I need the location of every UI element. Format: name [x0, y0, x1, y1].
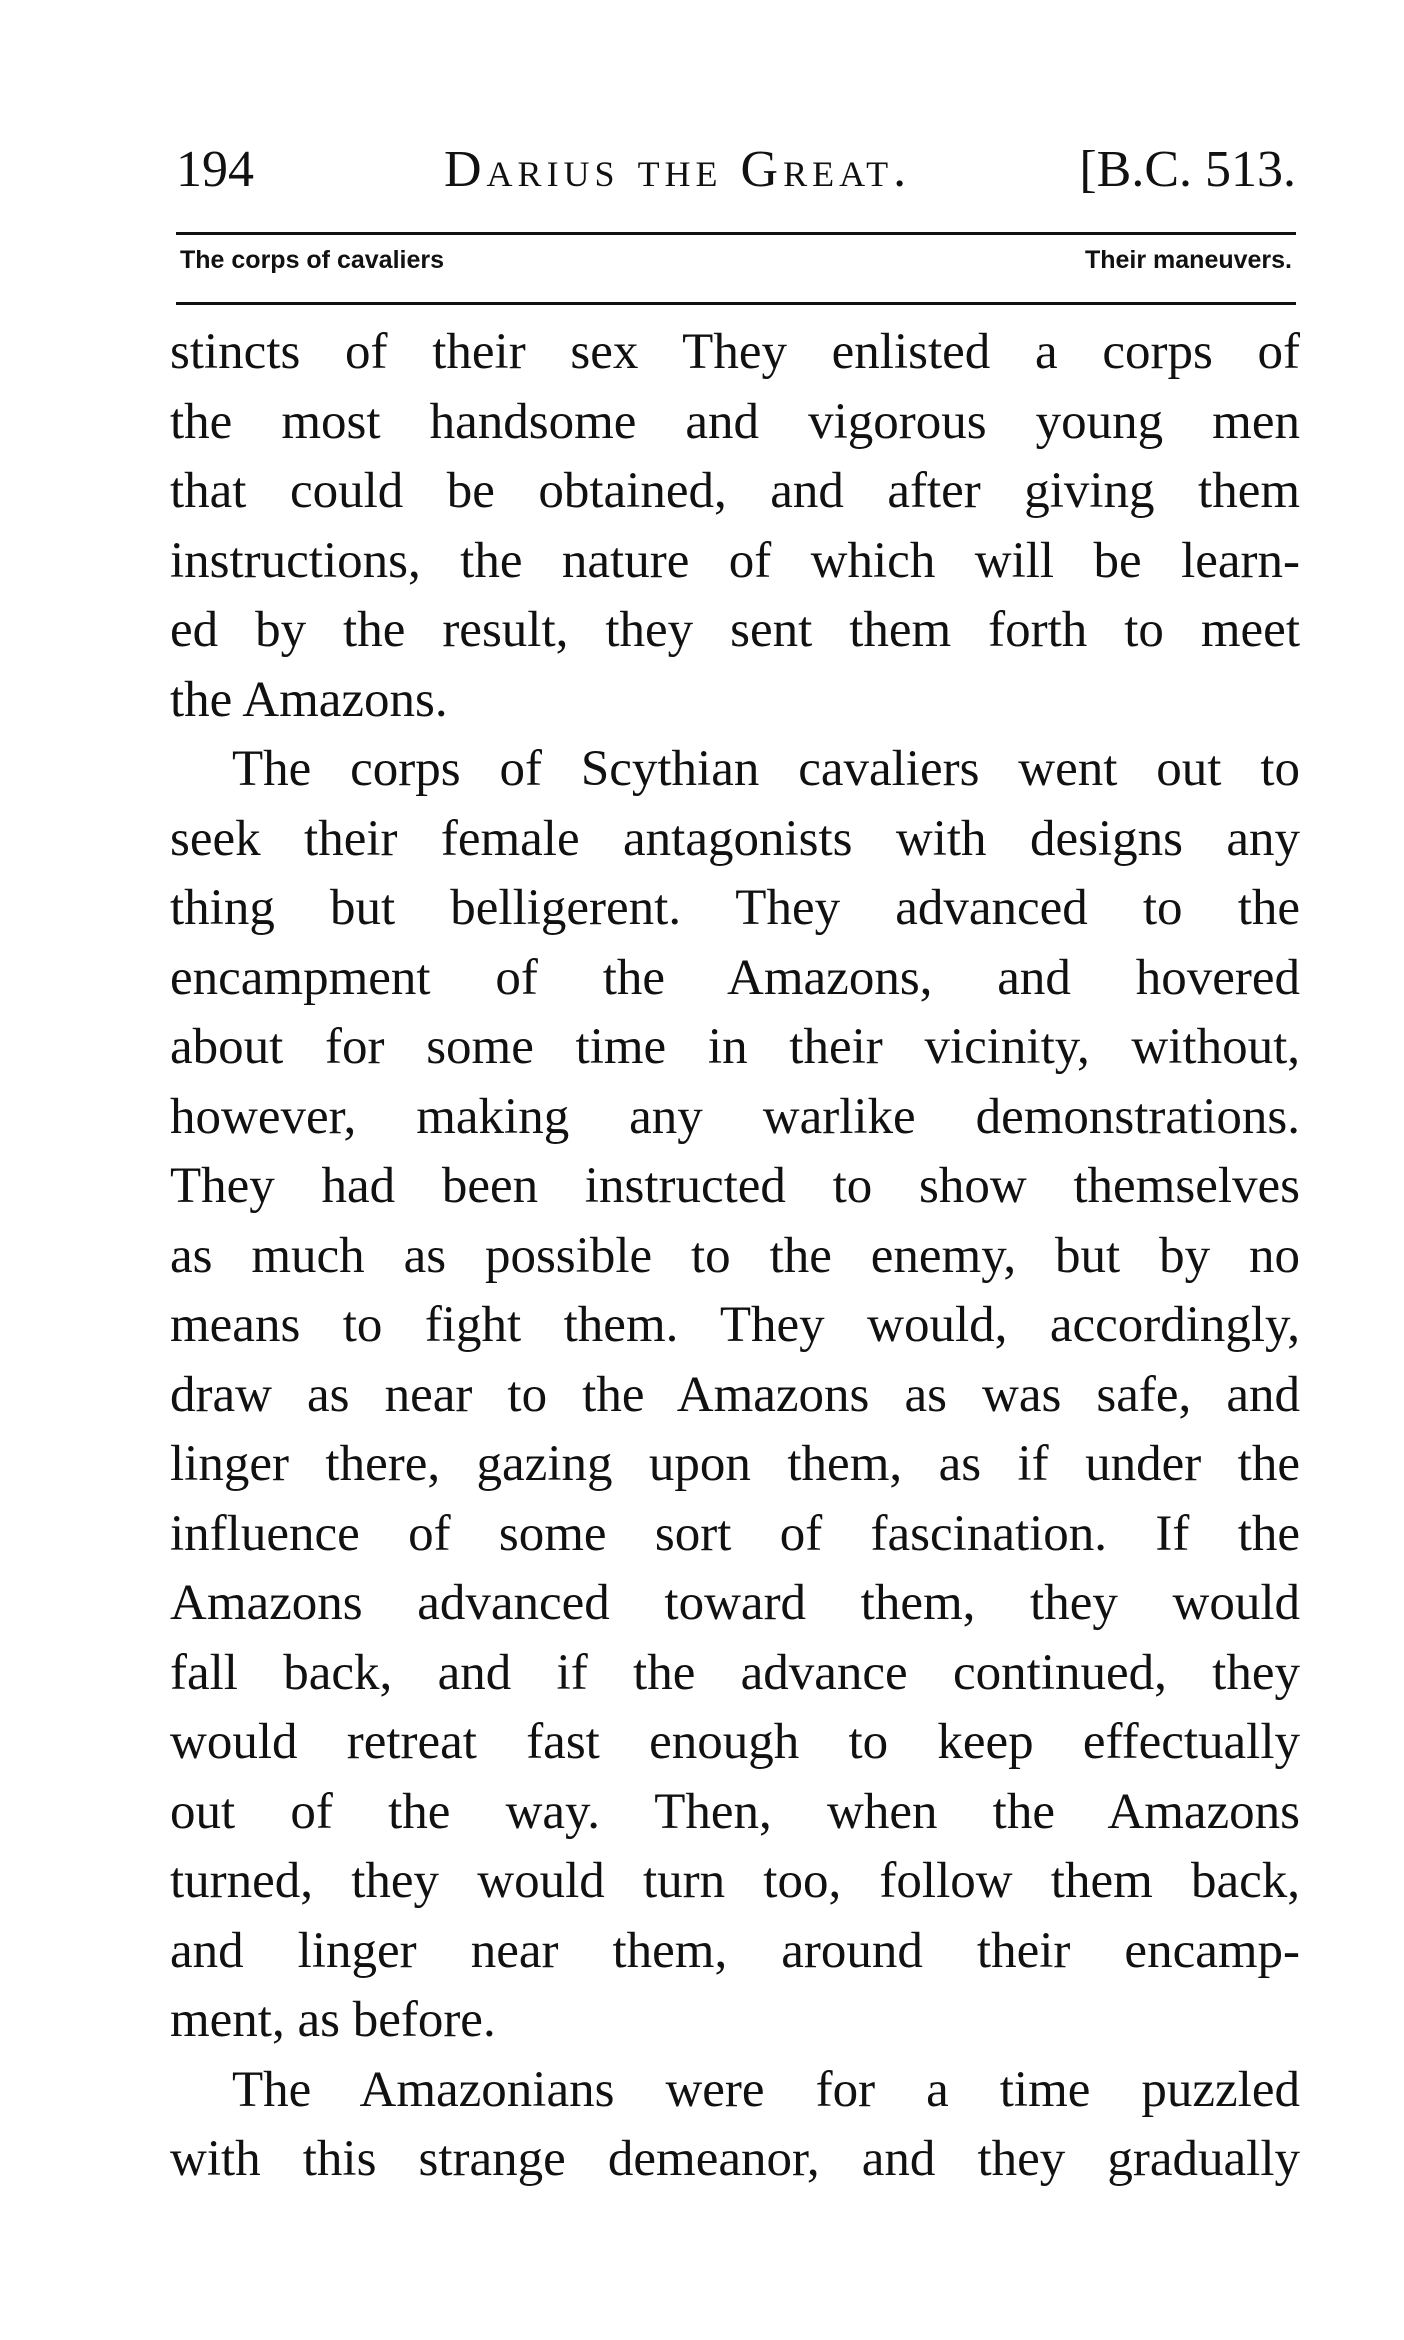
text-line: seek their female antagonists with designs any [170, 810, 1300, 867]
text-line: influence of some sort of fascination. If the [170, 1505, 1300, 1562]
text-line: out of the way. Then, when the Amazons [170, 1783, 1300, 1840]
text-line: however, making any warlike demonstrations. [170, 1088, 1300, 1145]
text-line: They had been instructed to show themselves [170, 1158, 1300, 1214]
text-line: means to fight them. They would, accordingly, [170, 1297, 1300, 1353]
text-line: the Amazons. [170, 671, 448, 728]
paragraph-2 [170, 735, 1300, 2056]
page-number: 194 [176, 141, 254, 198]
text-line: stincts of their sex They enlisted a corps of [170, 324, 1300, 380]
text-line: fall back, and if the advance continued, they [170, 1644, 1300, 1701]
text-line: ed by the result, they sent them forth to meet [170, 602, 1300, 658]
running-head [176, 140, 1296, 210]
header-rule-top [176, 232, 1296, 235]
text-line: The Amazonians were for a time puzzled [232, 2061, 1300, 2118]
sidenotes [180, 246, 1292, 286]
text-line: and linger near them, around their encamp- [170, 1922, 1300, 1979]
sidenote-left: The corps of cavaliers [180, 246, 445, 274]
text-line: ment, as before. [170, 1992, 496, 2048]
text-line: The corps of Scythian cavaliers went out to [232, 741, 1300, 797]
text-line: instructions, the nature of which will be learn- [170, 532, 1300, 589]
body-text [170, 318, 1300, 2195]
text-line: draw as near to the Amazons as was safe, and [170, 1366, 1300, 1423]
header-rule-bottom [176, 302, 1296, 305]
text-line: Amazons advanced toward them, they would [170, 1575, 1300, 1631]
paragraph-3 [170, 2056, 1300, 2195]
text-line: about for some time in their vicinity, without, [170, 1019, 1300, 1075]
text-line: encampment of the Amazons, and hovered [170, 949, 1300, 1006]
book-title: Darius the Great. [444, 141, 912, 198]
text-line: as much as possible to the enemy, but by no [170, 1227, 1300, 1284]
paragraph-1 [170, 318, 1300, 735]
text-line: turned, they would turn too, follow them back, [170, 1853, 1300, 1909]
text-line: thing but belligerent. They advanced to the [170, 880, 1300, 936]
sidenote-right: Their maneuvers. [1084, 246, 1292, 274]
date-label: [B.C. 513. [1079, 141, 1296, 198]
text-line: the most handsome and vigorous young men [170, 393, 1300, 450]
text-line: that could be obtained, and after giving them [170, 463, 1300, 519]
text-line: linger there, gazing upon them, as if under the [170, 1436, 1300, 1492]
text-line: with this strange demeanor, and they gradually [170, 2131, 1300, 2187]
text-line: would retreat fast enough to keep effectually [170, 1714, 1300, 1770]
